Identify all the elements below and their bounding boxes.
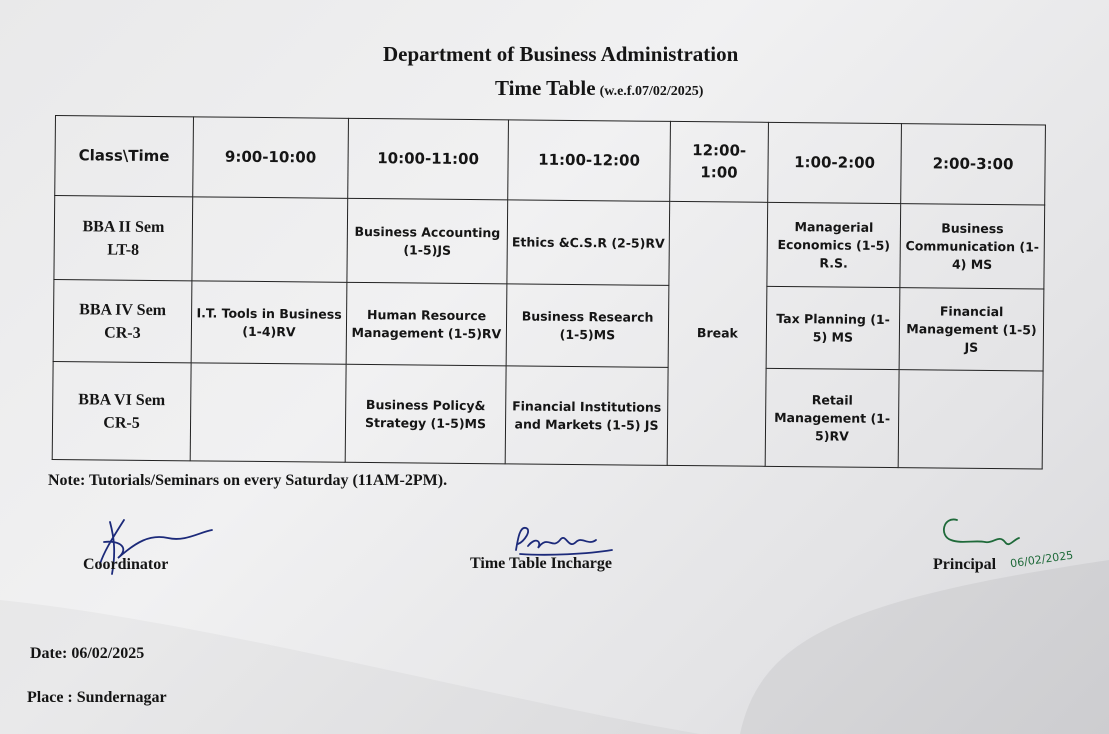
slot-header: 12:00-1:00 <box>670 121 769 202</box>
period-cell: Business Accounting (1-5)JS <box>347 198 508 284</box>
slot-header: 11:00-12:00 <box>508 120 671 202</box>
timetable-title: Time Table <box>495 76 596 100</box>
period-cell: Tax Planning (1-5) MS <box>766 287 900 370</box>
timetable-heading <box>495 76 703 101</box>
period-cell: Financial Institutions and Markets (1-5) JS <box>505 366 668 465</box>
slot-header: 1:00-2:00 <box>768 122 902 203</box>
period-cell <box>898 370 1043 469</box>
coordinator-label: Coordinator <box>83 556 169 573</box>
department-title: Department of Business Administration <box>383 42 739 66</box>
break-cell: Break <box>667 201 768 466</box>
period-cell <box>190 363 346 462</box>
class-name: BBA IV Sem <box>79 300 167 319</box>
period-cell: Managerial Economics (1-5) R.S. <box>767 202 901 287</box>
incharge-label: Time Table Incharge <box>470 555 612 572</box>
note-text: Note: Tutorials/Seminars on every Saturday (11AM-2PM). <box>48 472 448 489</box>
period-cell: Financial Management (1-5) JS <box>899 288 1044 372</box>
period-cell: Business Policy& Strategy (1-5)MS <box>345 365 506 464</box>
header-row <box>55 116 1046 206</box>
period-cell: Business Communication (1-4) MS <box>900 204 1045 290</box>
class-room: CR-5 <box>103 414 140 432</box>
slot-header: 2:00-3:00 <box>901 124 1046 205</box>
period-cell: Ethics &C.S.R (2-5)RV <box>507 200 670 286</box>
class-room: CR-3 <box>104 324 141 342</box>
class-cell <box>54 196 193 282</box>
class-cell <box>52 362 191 461</box>
incharge-signature <box>508 520 618 560</box>
principal-label: Principal <box>933 556 997 573</box>
class-cell <box>53 280 192 363</box>
wef-date: (w.e.f.07/02/2025) <box>599 84 704 99</box>
table-row <box>52 362 1043 469</box>
slot-header: 9:00-10:00 <box>193 117 349 199</box>
timetable-grid <box>52 115 1046 469</box>
class-room: LT-8 <box>107 241 140 259</box>
issue-place: Place : Sundernagar <box>27 689 167 706</box>
table-row <box>53 280 1044 372</box>
class-name: BBA VI Sem <box>78 390 166 409</box>
issue-date: Date: 06/02/2025 <box>30 645 145 662</box>
period-cell <box>192 197 348 283</box>
slot-header: 10:00-11:00 <box>348 118 509 200</box>
period-cell: Retail Management (1-5)RV <box>765 369 899 468</box>
period-cell: I.T. Tools in Business (1-4)RV <box>191 281 347 365</box>
period-cell: Business Research (1-5)MS <box>506 284 669 368</box>
corner-header: Class\Time <box>55 116 194 197</box>
principal-signature-date: 06/02/2025 <box>1009 548 1075 571</box>
class-name: BBA II Sem <box>82 217 165 236</box>
period-cell: Human Resource Management (1-5)RV <box>346 283 507 367</box>
table-row <box>54 196 1045 290</box>
